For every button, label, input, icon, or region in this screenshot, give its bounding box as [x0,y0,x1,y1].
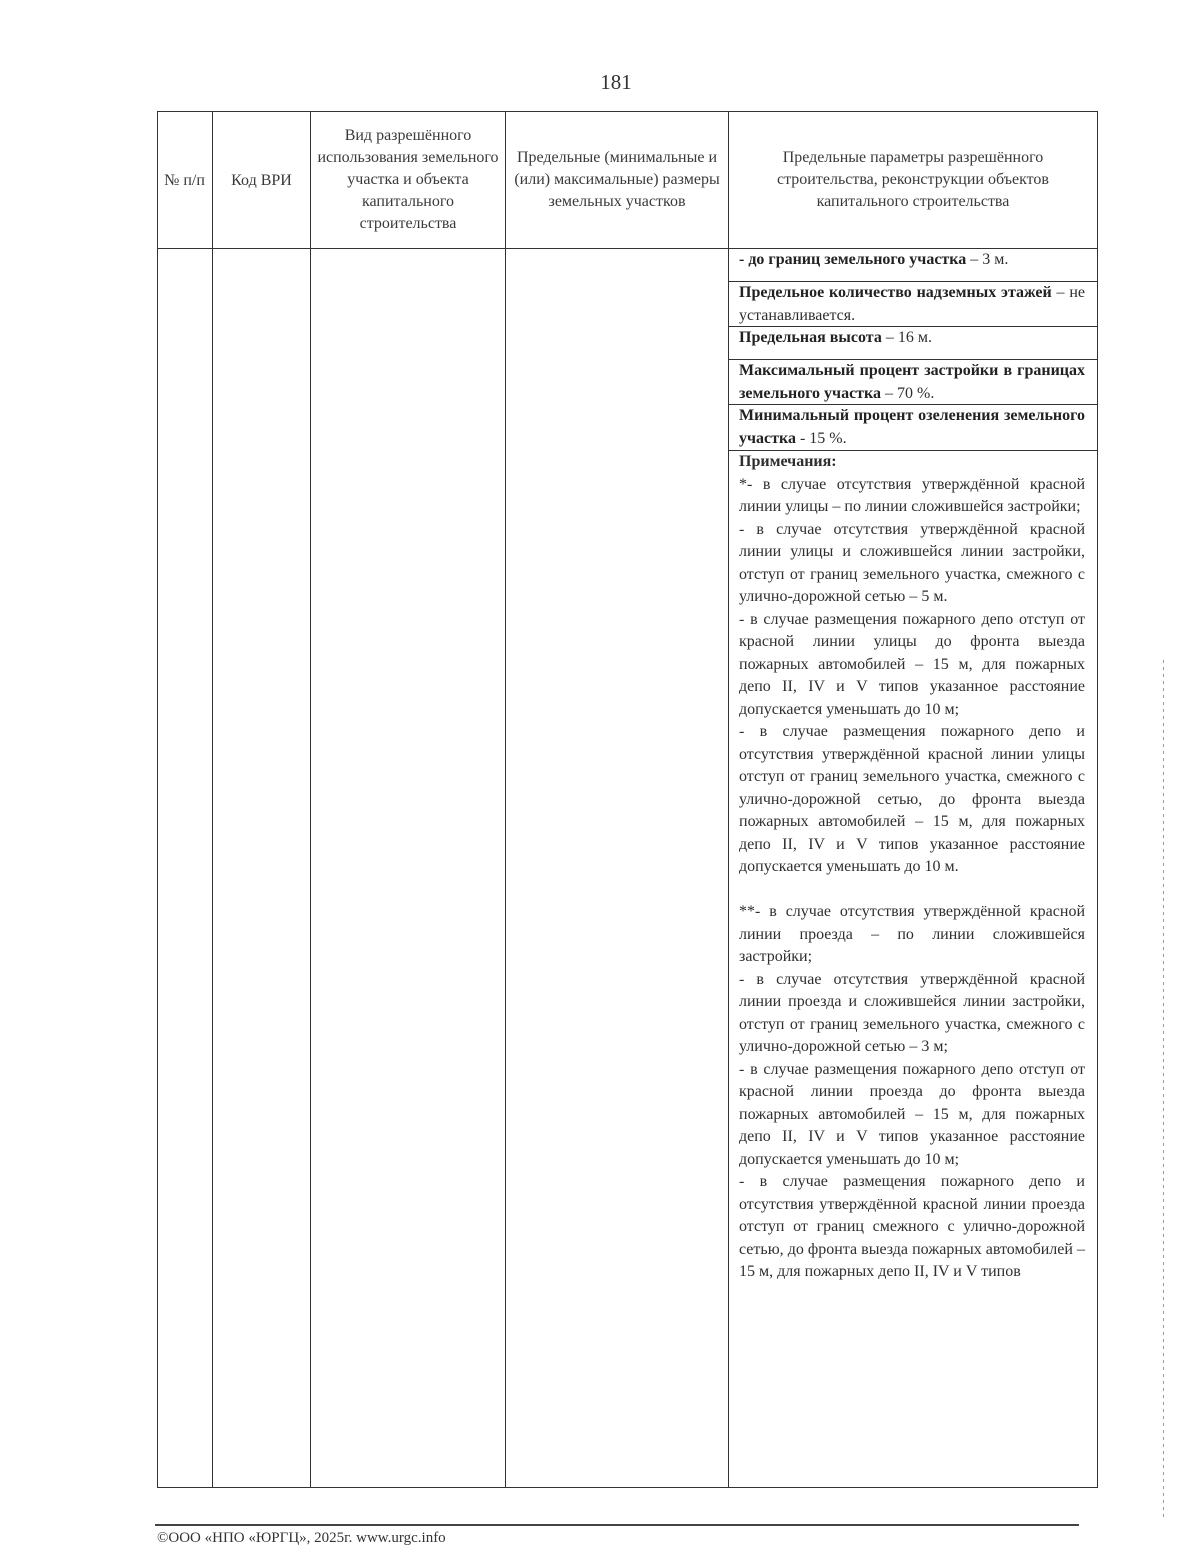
greening-cell [739,405,1085,450]
header-use-type: Вид разрешённого использования земельного участка и объекта капитального строительства [317,126,499,232]
column-divider [310,111,311,1488]
note-item: - в случае размещения пожарного депо отступ от красной линии улицы до фронта выезда пожарных автомобилей – 15 м, для пожарных депо II, IV и V типов указанное расстояние допускается уменьшать до 10 м; [739,610,1085,718]
setback-label: - до границ земельного участка [739,251,967,268]
note-item: **- в случае отсутствия утверждённой красной линии проезда – по линии сложившейся застройки; [739,903,1085,965]
column-divider [212,111,213,1488]
coverage-cell [739,360,1085,405]
height-value: – 16 м. [881,329,932,346]
column-divider [505,111,506,1488]
floors-cell [739,282,1085,327]
scan-edge-mark [1163,660,1164,1520]
notes-cell [739,451,1085,1284]
greening-label: Минимальный процент озеленения земельного участка [739,407,1085,447]
note-item: - в случае отсутствия утверждённой красной линии улицы и сложившейся линии застройки, отступ от границ земельного участка, смежного с улично-дорожной сетью – 5 м. [739,520,1085,605]
footer-copyright: ©ООО «НПО «ЮРГЦ», 2025г. www.urgc.info [157,1530,446,1546]
floors-label: Предельное количество надземных этажей [739,284,1052,301]
spacer [739,879,1085,902]
height-cell [739,327,1085,350]
table-border-left [157,111,158,1488]
regulations-table [157,111,1098,1488]
column-divider [728,111,729,1488]
header-code: Код ВРИ [231,172,292,189]
header-num: № п/п [164,172,205,189]
notes-title: Примечания: [739,453,837,470]
note-item: - в случае размещения пожарного депо и отсутствия утверждённой красной линии проезда отступ от границ смежного с улично-дорожной сетью, до фронта выезда пожарных автомобилей – 15 м, для пожарных депо II, IV и V типов [739,1173,1085,1280]
note-item: - в случае размещения пожарного депо и отсутствия утверждённой красной линии улицы отступ от границ земельного участка, смежного с улично-дорожной сетью, до фронта выезда пожарных автомобилей – 15 м, для пожарных депо II, IV и V типов указанное расстояние допускается уменьшать до 10 м. [739,723,1085,875]
note-item: - в случае отсутствия утверждённой красной линии проезда и сложившейся линии застройки, отступ от границ земельного участка, смежного с улично-дорожной сетью – 3 м; [739,970,1085,1055]
coverage-label: Максимальный процент застройки в границах земельного участка [739,362,1085,402]
table-border-right [1097,111,1098,1488]
header-sizes: Предельные (минимальные и (или) максимальные) размеры земельных участков [514,148,720,210]
table-border-bottom [157,1487,1098,1488]
setback-value: – 3 м. [966,251,1009,268]
note-item: - в случае размещения пожарного депо отступ от красной линии проезда до фронта выезда пожарных автомобилей – 15 м, для пожарных депо II, IV и V типов указанное расстояние допускается уменьшать до 10 м; [739,1060,1085,1168]
note-item: *- в случае отсутствия утверждённой красной линии улицы – по линии сложившейся застройки; [739,475,1085,515]
coverage-value: – 70 %. [881,384,935,402]
height-label: Предельная высота [739,329,882,346]
page-number: 181 [600,70,632,94]
header-params: Предельные параметры разрешённого строительства, реконструкции объектов капитального строительства [777,148,1049,210]
greening-value: - 15 %. [795,429,847,447]
floors-value: – не устанавливается. [739,284,1085,324]
footer-divider [155,1524,1079,1526]
setback-cell [739,249,1085,272]
